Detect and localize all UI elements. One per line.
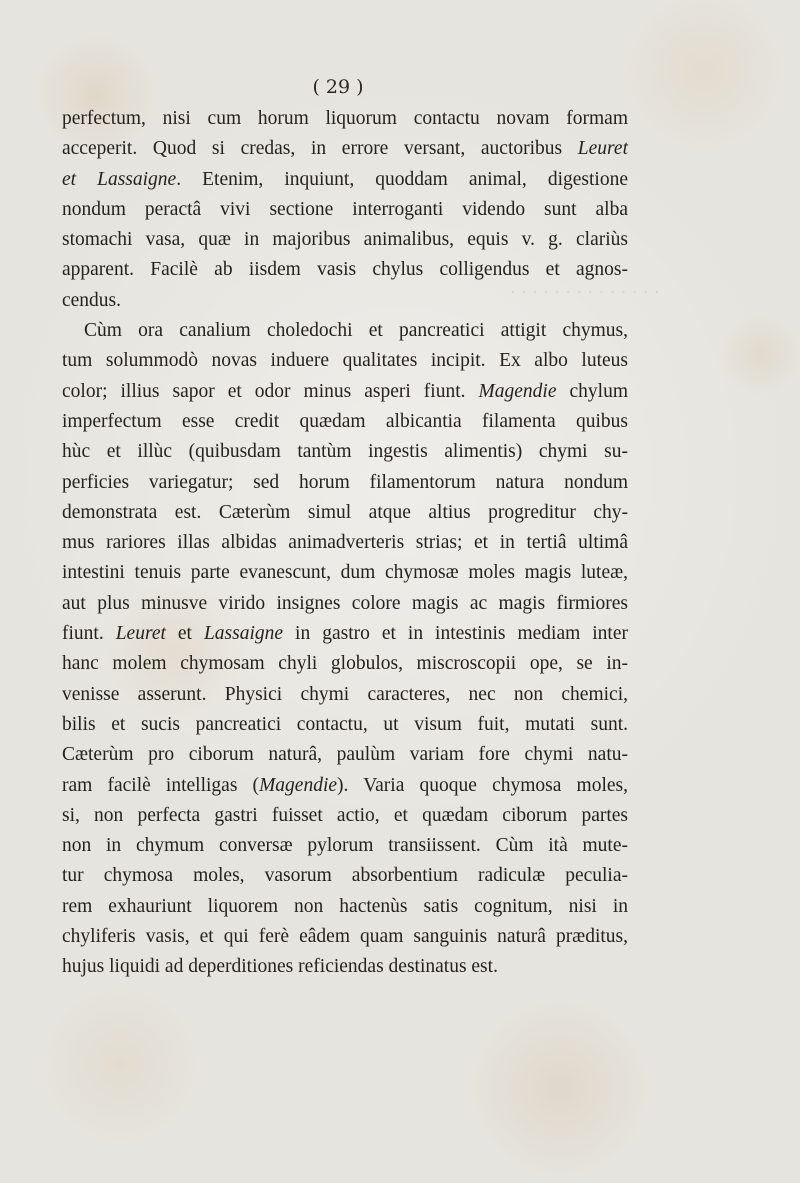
author-name: Leuret — [577, 138, 628, 160]
paragraph-2-line-21: chyliferis vasis, et qui ferè eâdem quam sanguinis naturâ præditus, — [62, 926, 628, 948]
paragraph-1-line-5: stomachi vasa, quæ in majoribus animalibus, equis v. g. clariùs — [62, 229, 628, 251]
text-run: acceperit. Quod si credas, in errore versant, auctoribus — [62, 138, 563, 160]
paragraph-1-line-3 — [62, 165, 628, 195]
author-name: Lassaigne — [203, 623, 284, 645]
paragraph-2-line-14: bilis et sucis pancreatici contactu, ut visum fuit, mutati sunt. — [62, 713, 628, 735]
paragraph-2-line-10: aut plus minusve virido insignes colore magis ac magis firmiores — [62, 592, 628, 614]
paragraph-2-line-16 — [62, 771, 628, 801]
paragraph-2-line-20: rem exhauriunt liquorem non hactenùs satis cognitum, nisi in — [62, 895, 628, 917]
paragraph-1-line-6: apparent. Facilè ab iisdem vasis chylus colligendus et agnos- — [62, 259, 628, 281]
text-run: . Etenim, inquiunt, quoddam animal, digestione — [176, 168, 628, 190]
body-text — [62, 104, 628, 983]
text-run: ). Varia quoque chymosa moles, — [337, 774, 628, 796]
paragraph-1-line-4: nondum peractâ vivi sectione interroganti videndo sunt alba — [62, 198, 628, 220]
author-name: et Lassaigne — [62, 168, 177, 190]
paragraph-2-line-3 — [62, 377, 628, 407]
text-run: chylum — [569, 380, 629, 402]
author-name: Magendie — [478, 380, 557, 402]
text-run: et — [177, 623, 192, 645]
paragraph-1-line-2 — [62, 134, 628, 164]
paragraph-2-line-1: Cùm ora canalium choledochi et pancreatici attigit chymus, — [84, 320, 628, 342]
paragraph-2-line-13: venisse asserunt. Physici chymi caracteres, nec non chemici, — [62, 683, 628, 705]
text-run: fiunt. — [62, 623, 104, 645]
paragraph-1-line-1: perfectum, nisi cum horum liquorum contactu novam formam — [62, 108, 628, 129]
text-run: in gastro et in intestinis mediam inter — [295, 623, 628, 645]
bleed-through-text: · · · · · · · · · · · · · · — [509, 282, 660, 303]
paragraph-1-line-7: cendus. — [62, 289, 122, 311]
paragraph-2-line-9: intestini tenuis parte evanescunt, dum chymosæ moles magis luteæ, — [62, 562, 628, 584]
paragraph-2-line-17: si, non perfecta gastri fuisset actio, et quædam ciborum partes — [62, 804, 628, 826]
paragraph-2-line-19: tur chymosa moles, vasorum absorbentium radiculæ peculia- — [62, 865, 628, 887]
paragraph-2-line-2: tum solummodò novas induere qualitates incipit. Ex albo luteus — [62, 350, 628, 372]
paragraph-2-line-15: Cæterùm pro ciborum naturâ, paulùm variam fore chymi natu- — [62, 744, 628, 766]
author-name: Magendie — [259, 774, 338, 796]
paragraph-2-line-4: imperfectum esse credit quædam albicantia filamenta quibus — [62, 410, 628, 432]
author-name: Leuret — [115, 623, 166, 645]
text-run: ram facilè intelligas ( — [62, 774, 260, 796]
paragraph-2-line-6: perficies variegatur; sed horum filamentorum natura nondum — [62, 471, 628, 493]
paragraph-2-line-5: hùc et illùc (quibusdam tantùm ingestis alimentis) chymi su- — [62, 441, 628, 463]
paragraph-2-line-8: mus rariores illas albidas animadverteris strias; et in tertiâ ultimâ — [62, 532, 628, 554]
paragraph-2-line-18: non in chymum conversæ pylorum transiissent. Cùm ità mute- — [62, 835, 628, 857]
paragraph-2-line-12: hanc molem chymosam chyli globulos, miscroscopii ope, se in- — [62, 653, 628, 675]
page-number: ( 29 ) — [312, 76, 364, 98]
paragraph-2-line-22: hujus liquidi ad deperditiones reficiendas destinatus est. — [62, 956, 498, 978]
paragraph-2-line-7: demonstrata est. Cæterùm simul atque altius progreditur chy- — [62, 501, 628, 523]
text-run: color; illius sapor et odor minus asperi fiunt. — [62, 380, 466, 402]
paragraph-2-line-11 — [62, 619, 628, 649]
